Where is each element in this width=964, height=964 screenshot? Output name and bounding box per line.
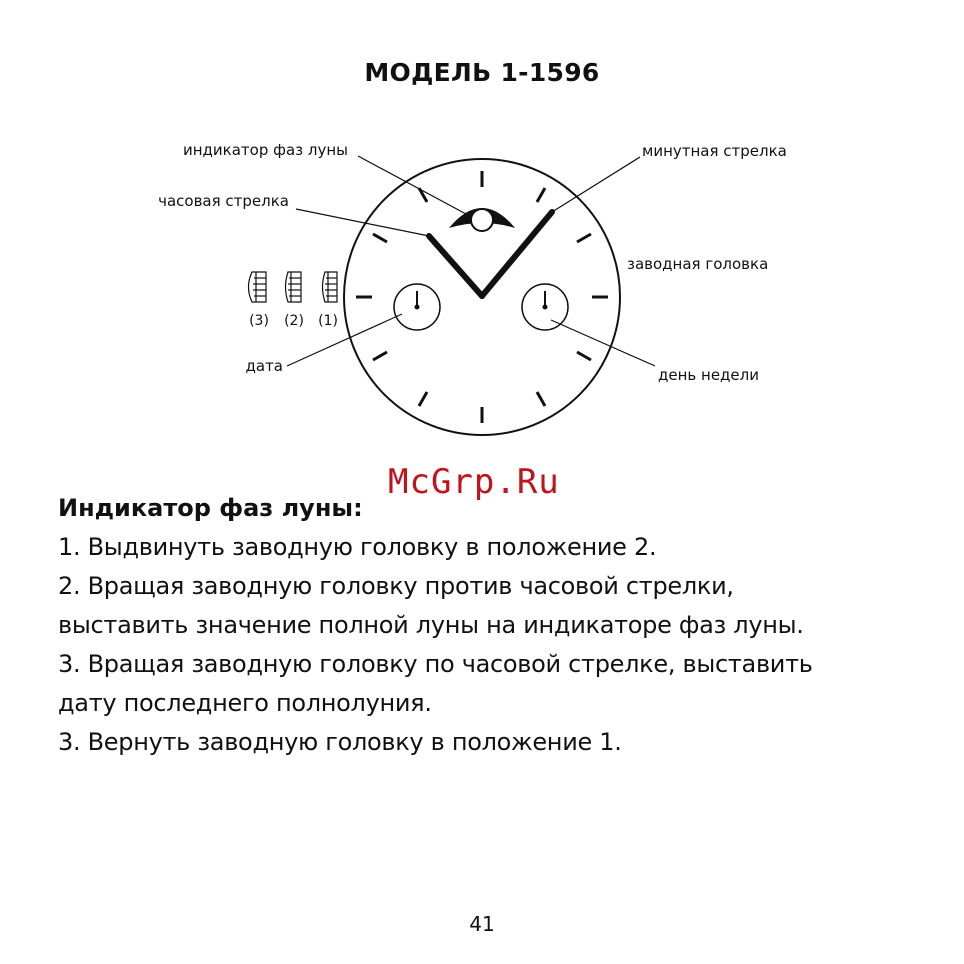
weekday-subdial [522, 284, 568, 330]
label-weekday: день недели [658, 366, 759, 384]
page-title: МОДЕЛЬ 1-1596 [364, 58, 600, 87]
label-moon-phase: индикатор фаз луны [182, 141, 348, 159]
watermark-text: McGrp.Ru [388, 462, 560, 502]
instruction-line: 1. Выдвинуть заводную головку в положение 2. [58, 533, 657, 561]
instruction-line: выставить значение полной луны на индикаторе фаз луны. [58, 611, 804, 639]
label-hour-hand: часовая стрелка [158, 192, 289, 210]
crown-position-label-2: (2) [284, 313, 304, 329]
watch-diagram [0, 0, 964, 480]
label-date: дата [245, 357, 283, 375]
instruction-line: дату последнего полнолуния. [58, 689, 432, 717]
leader-lines [287, 156, 655, 366]
hour-hand [429, 236, 482, 296]
crown-position-2-icon [286, 272, 302, 302]
section-heading: Индикатор фаз луны: [58, 494, 363, 522]
moon-phase-instructions [58, 494, 938, 762]
crown-position-1-icon [323, 272, 338, 302]
label-minute-hand: минутная стрелка [642, 142, 787, 160]
crown-position-3-icon [249, 272, 267, 302]
crown-position-label-1: (1) [318, 313, 338, 329]
crown-position-label-3: (3) [249, 313, 269, 329]
instruction-line: 3. Вращая заводную головку по часовой стрелке, выставить [58, 650, 813, 678]
label-crown: заводная головка [627, 255, 769, 273]
crown-icons [249, 272, 338, 302]
instruction-line: 2. Вращая заводную головку против часовой стрелки, [58, 572, 734, 600]
date-subdial [394, 284, 440, 330]
instruction-line: 3. Вернуть заводную головку в положение 1. [58, 728, 622, 756]
moon-phase-indicator [449, 208, 515, 231]
page-number: 41 [469, 912, 495, 936]
